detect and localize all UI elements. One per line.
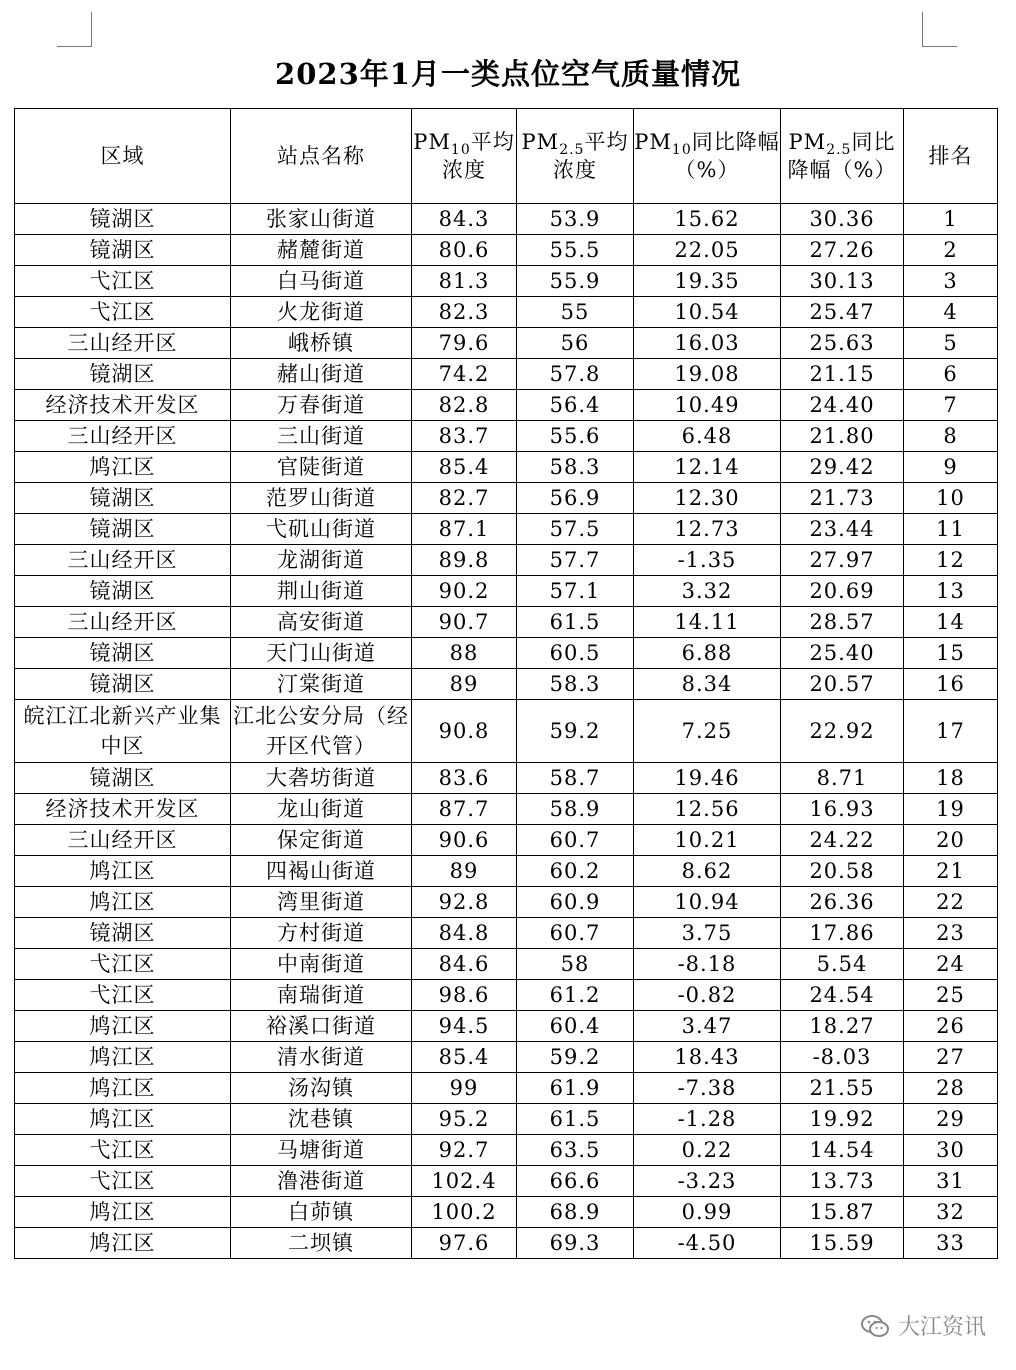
cell-pm25-drop: 19.92 xyxy=(781,1104,904,1135)
cell-pm25-drop: 15.59 xyxy=(781,1228,904,1259)
cell-pm10-avg: 85.4 xyxy=(412,1042,517,1073)
cell-pm10-avg: 89 xyxy=(412,856,517,887)
table-row xyxy=(15,887,998,918)
table-row xyxy=(15,1135,998,1166)
cell-pm25-drop: 23.44 xyxy=(781,514,904,545)
cell-rank: 5 xyxy=(904,328,998,359)
cell-station: 赭山街道 xyxy=(231,359,412,390)
cell-pm10-drop: 12.56 xyxy=(634,794,781,825)
table-row xyxy=(15,359,998,390)
cell-pm25-drop: 21.55 xyxy=(781,1073,904,1104)
cell-district: 镜湖区 xyxy=(15,576,231,607)
cell-rank: 15 xyxy=(904,638,998,669)
cell-pm10-avg: 90.6 xyxy=(412,825,517,856)
cell-station: 江北公安分局（经开区代管） xyxy=(231,700,412,763)
cell-pm10-drop: 19.35 xyxy=(634,266,781,297)
cell-district: 鸠江区 xyxy=(15,1073,231,1104)
cell-pm25-avg: 60.5 xyxy=(517,638,634,669)
cell-pm25-drop: 8.71 xyxy=(781,763,904,794)
cell-pm25-avg: 68.9 xyxy=(517,1197,634,1228)
table-row xyxy=(15,825,998,856)
cell-pm25-avg: 57.1 xyxy=(517,576,634,607)
cell-district: 鸠江区 xyxy=(15,1042,231,1073)
cell-pm10-drop: 10.21 xyxy=(634,825,781,856)
cell-district: 鸠江区 xyxy=(15,887,231,918)
cell-pm10-drop: -4.50 xyxy=(634,1228,781,1259)
cell-pm10-avg: 79.6 xyxy=(412,328,517,359)
cell-rank: 33 xyxy=(904,1228,998,1259)
cell-pm10-avg: 82.8 xyxy=(412,390,517,421)
cell-pm25-drop: 24.40 xyxy=(781,390,904,421)
cell-station: 白茆镇 xyxy=(231,1197,412,1228)
cell-pm10-drop: -0.82 xyxy=(634,980,781,1011)
cell-rank: 11 xyxy=(904,514,998,545)
cell-pm10-avg: 89.8 xyxy=(412,545,517,576)
cell-district: 三山经开区 xyxy=(15,825,231,856)
cell-pm10-avg: 90.8 xyxy=(412,700,517,763)
cell-pm25-avg: 61.2 xyxy=(517,980,634,1011)
cell-station: 范罗山街道 xyxy=(231,483,412,514)
cell-pm25-drop: 5.54 xyxy=(781,949,904,980)
cell-rank: 26 xyxy=(904,1011,998,1042)
cell-rank: 3 xyxy=(904,266,998,297)
cell-pm10-drop: -8.18 xyxy=(634,949,781,980)
cell-district: 弋江区 xyxy=(15,1166,231,1197)
cell-station: 火龙街道 xyxy=(231,297,412,328)
cell-pm10-drop: 0.99 xyxy=(634,1197,781,1228)
cell-station: 张家山街道 xyxy=(231,204,412,235)
table-row xyxy=(15,452,998,483)
cell-pm10-avg: 84.8 xyxy=(412,918,517,949)
cell-station: 龙湖街道 xyxy=(231,545,412,576)
cell-rank: 9 xyxy=(904,452,998,483)
table-row xyxy=(15,421,998,452)
table-row xyxy=(15,328,998,359)
cell-pm25-avg: 66.6 xyxy=(517,1166,634,1197)
table-row xyxy=(15,669,998,700)
cell-pm25-avg: 58.3 xyxy=(517,452,634,483)
watermark-text: 大江资讯 xyxy=(897,1315,986,1340)
cell-pm10-drop: 8.34 xyxy=(634,669,781,700)
cell-pm10-avg: 94.5 xyxy=(412,1011,517,1042)
cell-pm25-avg: 61.5 xyxy=(517,607,634,638)
cell-rank: 6 xyxy=(904,359,998,390)
cell-pm10-drop: 16.03 xyxy=(634,328,781,359)
cell-pm10-drop: -7.38 xyxy=(634,1073,781,1104)
cell-pm10-avg: 82.3 xyxy=(412,297,517,328)
cell-pm10-avg: 83.6 xyxy=(412,763,517,794)
cell-district: 镜湖区 xyxy=(15,514,231,545)
table-row xyxy=(15,794,998,825)
cell-pm10-drop: -1.28 xyxy=(634,1104,781,1135)
cell-rank: 23 xyxy=(904,918,998,949)
cell-rank: 14 xyxy=(904,607,998,638)
cell-district: 弋江区 xyxy=(15,980,231,1011)
cell-pm25-drop: 24.22 xyxy=(781,825,904,856)
cell-rank: 17 xyxy=(904,700,998,763)
cell-district: 鸠江区 xyxy=(15,856,231,887)
cell-station: 赭麓街道 xyxy=(231,235,412,266)
cell-pm10-avg: 100.2 xyxy=(412,1197,517,1228)
cell-pm25-drop: 30.13 xyxy=(781,266,904,297)
header-pm10-drop: $PM_{10}$同比降幅（%） xyxy=(634,109,781,204)
cell-pm25-avg: 55.9 xyxy=(517,266,634,297)
cell-pm10-drop: 18.43 xyxy=(634,1042,781,1073)
cell-pm25-drop: 21.80 xyxy=(781,421,904,452)
cell-pm10-avg: 90.7 xyxy=(412,607,517,638)
cell-pm25-avg: 58.7 xyxy=(517,763,634,794)
cell-station: 大砻坊街道 xyxy=(231,763,412,794)
cell-pm10-drop: 14.11 xyxy=(634,607,781,638)
cell-pm25-avg: 56.4 xyxy=(517,390,634,421)
table-row xyxy=(15,1011,998,1042)
cell-pm25-drop: 25.47 xyxy=(781,297,904,328)
cell-station: 峨桥镇 xyxy=(231,328,412,359)
table-row xyxy=(15,1042,998,1073)
cell-pm10-drop: 3.47 xyxy=(634,1011,781,1042)
cell-station: 二坝镇 xyxy=(231,1228,412,1259)
cell-pm25-avg: 55 xyxy=(517,297,634,328)
cell-pm10-drop: 10.94 xyxy=(634,887,781,918)
cell-rank: 7 xyxy=(904,390,998,421)
cell-district: 弋江区 xyxy=(15,949,231,980)
cell-pm25-avg: 69.3 xyxy=(517,1228,634,1259)
cell-district: 镜湖区 xyxy=(15,359,231,390)
cell-pm25-drop: 24.54 xyxy=(781,980,904,1011)
cell-pm10-drop: 19.46 xyxy=(634,763,781,794)
cell-rank: 24 xyxy=(904,949,998,980)
header-pm10-avg: $PM_{10}$平均浓度 xyxy=(412,109,517,204)
cell-pm25-drop: 30.36 xyxy=(781,204,904,235)
cell-pm10-avg: 82.7 xyxy=(412,483,517,514)
cell-rank: 4 xyxy=(904,297,998,328)
cell-pm10-drop: 10.49 xyxy=(634,390,781,421)
cell-pm25-avg: 61.5 xyxy=(517,1104,634,1135)
cell-station: 裕溪口街道 xyxy=(231,1011,412,1042)
cell-pm10-avg: 81.3 xyxy=(412,266,517,297)
cell-rank: 19 xyxy=(904,794,998,825)
cell-pm25-avg: 57.8 xyxy=(517,359,634,390)
cell-pm10-avg: 83.7 xyxy=(412,421,517,452)
cell-station: 沈巷镇 xyxy=(231,1104,412,1135)
table-row xyxy=(15,390,998,421)
cell-pm25-drop: 25.40 xyxy=(781,638,904,669)
air-quality-table xyxy=(14,108,998,1259)
cell-pm10-drop: 3.75 xyxy=(634,918,781,949)
cell-rank: 20 xyxy=(904,825,998,856)
cell-pm25-avg: 59.2 xyxy=(517,700,634,763)
table-row xyxy=(15,297,998,328)
cell-pm10-drop: 10.54 xyxy=(634,297,781,328)
cell-pm25-drop: 28.57 xyxy=(781,607,904,638)
cell-pm25-drop: -8.03 xyxy=(781,1042,904,1073)
table-row xyxy=(15,545,998,576)
cell-pm25-drop: 21.73 xyxy=(781,483,904,514)
cell-pm10-drop: 12.30 xyxy=(634,483,781,514)
cell-pm10-avg: 87.1 xyxy=(412,514,517,545)
table-row xyxy=(15,1104,998,1135)
header-row xyxy=(15,109,998,204)
cell-pm25-drop: 15.87 xyxy=(781,1197,904,1228)
cell-pm25-drop: 13.73 xyxy=(781,1166,904,1197)
corner-mark-top-right xyxy=(922,12,957,47)
header-rank: 排名 xyxy=(904,109,998,204)
cell-pm25-drop: 20.69 xyxy=(781,576,904,607)
cell-pm25-avg: 61.9 xyxy=(517,1073,634,1104)
cell-rank: 18 xyxy=(904,763,998,794)
cell-pm10-avg: 97.6 xyxy=(412,1228,517,1259)
table-row xyxy=(15,856,998,887)
table-row xyxy=(15,607,998,638)
cell-rank: 32 xyxy=(904,1197,998,1228)
cell-pm10-avg: 95.2 xyxy=(412,1104,517,1135)
cell-pm10-avg: 80.6 xyxy=(412,235,517,266)
cell-pm25-drop: 22.92 xyxy=(781,700,904,763)
table-row xyxy=(15,576,998,607)
cell-pm10-drop: -3.23 xyxy=(634,1166,781,1197)
cell-station: 保定街道 xyxy=(231,825,412,856)
cell-pm10-drop: 15.62 xyxy=(634,204,781,235)
cell-district: 镜湖区 xyxy=(15,204,231,235)
cell-pm10-drop: 7.25 xyxy=(634,700,781,763)
cell-pm10-avg: 88 xyxy=(412,638,517,669)
cell-pm10-drop: 0.22 xyxy=(634,1135,781,1166)
cell-pm25-drop: 29.42 xyxy=(781,452,904,483)
cell-district: 鸠江区 xyxy=(15,1104,231,1135)
cell-district: 弋江区 xyxy=(15,266,231,297)
cell-pm25-avg: 55.5 xyxy=(517,235,634,266)
cell-pm25-avg: 60.7 xyxy=(517,825,634,856)
cell-pm10-avg: 89 xyxy=(412,669,517,700)
cell-pm25-drop: 21.15 xyxy=(781,359,904,390)
cell-district: 镜湖区 xyxy=(15,638,231,669)
cell-pm10-avg: 84.3 xyxy=(412,204,517,235)
cell-pm10-drop: 22.05 xyxy=(634,235,781,266)
cell-pm10-avg: 98.6 xyxy=(412,980,517,1011)
cell-district: 鸠江区 xyxy=(15,452,231,483)
table-row xyxy=(15,980,998,1011)
table-row xyxy=(15,235,998,266)
cell-station: 马塘街道 xyxy=(231,1135,412,1166)
table-row xyxy=(15,1073,998,1104)
cell-station: 荆山街道 xyxy=(231,576,412,607)
cell-pm10-avg: 102.4 xyxy=(412,1166,517,1197)
cell-pm25-drop: 14.54 xyxy=(781,1135,904,1166)
cell-rank: 10 xyxy=(904,483,998,514)
cell-pm25-drop: 26.36 xyxy=(781,887,904,918)
cell-rank: 22 xyxy=(904,887,998,918)
table-row xyxy=(15,1228,998,1259)
cell-pm10-avg: 84.6 xyxy=(412,949,517,980)
cell-station: 方村街道 xyxy=(231,918,412,949)
cell-station: 四褐山街道 xyxy=(231,856,412,887)
cell-rank: 29 xyxy=(904,1104,998,1135)
cell-pm25-avg: 56 xyxy=(517,328,634,359)
cell-pm25-avg: 58 xyxy=(517,949,634,980)
table-row xyxy=(15,638,998,669)
table-body xyxy=(15,204,998,1259)
header-district: 区域 xyxy=(15,109,231,204)
cell-pm25-drop: 27.26 xyxy=(781,235,904,266)
cell-pm25-avg: 58.3 xyxy=(517,669,634,700)
cell-pm10-avg: 74.2 xyxy=(412,359,517,390)
cell-station: 官陡街道 xyxy=(231,452,412,483)
cell-district: 鸠江区 xyxy=(15,1197,231,1228)
cell-pm10-drop: 3.32 xyxy=(634,576,781,607)
table-row xyxy=(15,918,998,949)
cell-district: 三山经开区 xyxy=(15,328,231,359)
cell-district: 皖江江北新兴产业集中区 xyxy=(15,700,231,763)
cell-station: 三山街道 xyxy=(231,421,412,452)
table-row xyxy=(15,949,998,980)
table-row xyxy=(15,763,998,794)
cell-station: 汤沟镇 xyxy=(231,1073,412,1104)
wechat-icon xyxy=(860,1314,890,1338)
cell-district: 经济技术开发区 xyxy=(15,794,231,825)
cell-pm25-drop: 25.63 xyxy=(781,328,904,359)
cell-rank: 13 xyxy=(904,576,998,607)
cell-rank: 30 xyxy=(904,1135,998,1166)
table-row xyxy=(15,483,998,514)
table-row xyxy=(15,700,998,763)
cell-district: 镜湖区 xyxy=(15,483,231,514)
header-station: 站点名称 xyxy=(231,109,412,204)
cell-rank: 16 xyxy=(904,669,998,700)
cell-pm25-drop: 17.86 xyxy=(781,918,904,949)
cell-pm25-avg: 60.9 xyxy=(517,887,634,918)
cell-pm25-drop: 20.57 xyxy=(781,669,904,700)
cell-station: 白马街道 xyxy=(231,266,412,297)
header-pm25-drop: $PM_{2.5}$同比降幅（%） xyxy=(781,109,904,204)
cell-pm10-drop: 12.73 xyxy=(634,514,781,545)
header-pm25-avg: $PM_{2.5}$平均浓度 xyxy=(517,109,634,204)
cell-district: 镜湖区 xyxy=(15,235,231,266)
cell-district: 镜湖区 xyxy=(15,918,231,949)
cell-district: 镜湖区 xyxy=(15,763,231,794)
page-title: 2023年1月一类点位空气质量情况 xyxy=(275,57,741,91)
cell-station: 湾里街道 xyxy=(231,887,412,918)
cell-rank: 8 xyxy=(904,421,998,452)
cell-rank: 12 xyxy=(904,545,998,576)
cell-station: 汀棠街道 xyxy=(231,669,412,700)
corner-mark-top-left xyxy=(57,12,92,47)
cell-pm25-drop: 16.93 xyxy=(781,794,904,825)
cell-pm25-drop: 27.97 xyxy=(781,545,904,576)
cell-station: 弋矶山街道 xyxy=(231,514,412,545)
cell-district: 三山经开区 xyxy=(15,545,231,576)
cell-pm10-drop: -1.35 xyxy=(634,545,781,576)
cell-pm10-avg: 92.7 xyxy=(412,1135,517,1166)
cell-pm10-drop: 8.62 xyxy=(634,856,781,887)
cell-pm25-avg: 58.9 xyxy=(517,794,634,825)
cell-pm10-avg: 99 xyxy=(412,1073,517,1104)
cell-district: 经济技术开发区 xyxy=(15,390,231,421)
cell-station: 龙山街道 xyxy=(231,794,412,825)
cell-pm25-avg: 53.9 xyxy=(517,204,634,235)
cell-pm25-avg: 59.2 xyxy=(517,1042,634,1073)
cell-pm25-avg: 57.7 xyxy=(517,545,634,576)
cell-station: 中南街道 xyxy=(231,949,412,980)
cell-pm10-avg: 90.2 xyxy=(412,576,517,607)
cell-pm10-avg: 87.7 xyxy=(412,794,517,825)
cell-pm25-avg: 60.2 xyxy=(517,856,634,887)
cell-district: 弋江区 xyxy=(15,297,231,328)
cell-pm10-avg: 92.8 xyxy=(412,887,517,918)
cell-station: 天门山街道 xyxy=(231,638,412,669)
cell-rank: 31 xyxy=(904,1166,998,1197)
cell-pm25-avg: 57.5 xyxy=(517,514,634,545)
cell-district: 三山经开区 xyxy=(15,421,231,452)
cell-pm10-drop: 6.88 xyxy=(634,638,781,669)
cell-district: 鸠江区 xyxy=(15,1011,231,1042)
cell-district: 三山经开区 xyxy=(15,607,231,638)
cell-pm25-drop: 20.58 xyxy=(781,856,904,887)
table-row xyxy=(15,514,998,545)
cell-pm10-drop: 6.48 xyxy=(634,421,781,452)
cell-district: 镜湖区 xyxy=(15,669,231,700)
cell-pm25-drop: 18.27 xyxy=(781,1011,904,1042)
cell-pm25-avg: 60.7 xyxy=(517,918,634,949)
cell-rank: 25 xyxy=(904,980,998,1011)
cell-station: 清水街道 xyxy=(231,1042,412,1073)
cell-station: 高安街道 xyxy=(231,607,412,638)
cell-rank: 21 xyxy=(904,856,998,887)
cell-rank: 2 xyxy=(904,235,998,266)
table-row xyxy=(15,204,998,235)
cell-pm10-avg: 85.4 xyxy=(412,452,517,483)
cell-pm10-drop: 19.08 xyxy=(634,359,781,390)
table-row xyxy=(15,1166,998,1197)
cell-pm25-avg: 55.6 xyxy=(517,421,634,452)
cell-station: 万春街道 xyxy=(231,390,412,421)
cell-station: 澛港街道 xyxy=(231,1166,412,1197)
cell-rank: 1 xyxy=(904,204,998,235)
cell-district: 鸠江区 xyxy=(15,1228,231,1259)
cell-rank: 28 xyxy=(904,1073,998,1104)
table-row xyxy=(15,1197,998,1228)
cell-station: 南瑞街道 xyxy=(231,980,412,1011)
watermark xyxy=(860,1310,986,1341)
cell-rank: 27 xyxy=(904,1042,998,1073)
cell-pm25-avg: 60.4 xyxy=(517,1011,634,1042)
cell-pm10-drop: 12.14 xyxy=(634,452,781,483)
table-row xyxy=(15,266,998,297)
cell-district: 弋江区 xyxy=(15,1135,231,1166)
cell-pm25-avg: 56.9 xyxy=(517,483,634,514)
cell-pm25-avg: 63.5 xyxy=(517,1135,634,1166)
